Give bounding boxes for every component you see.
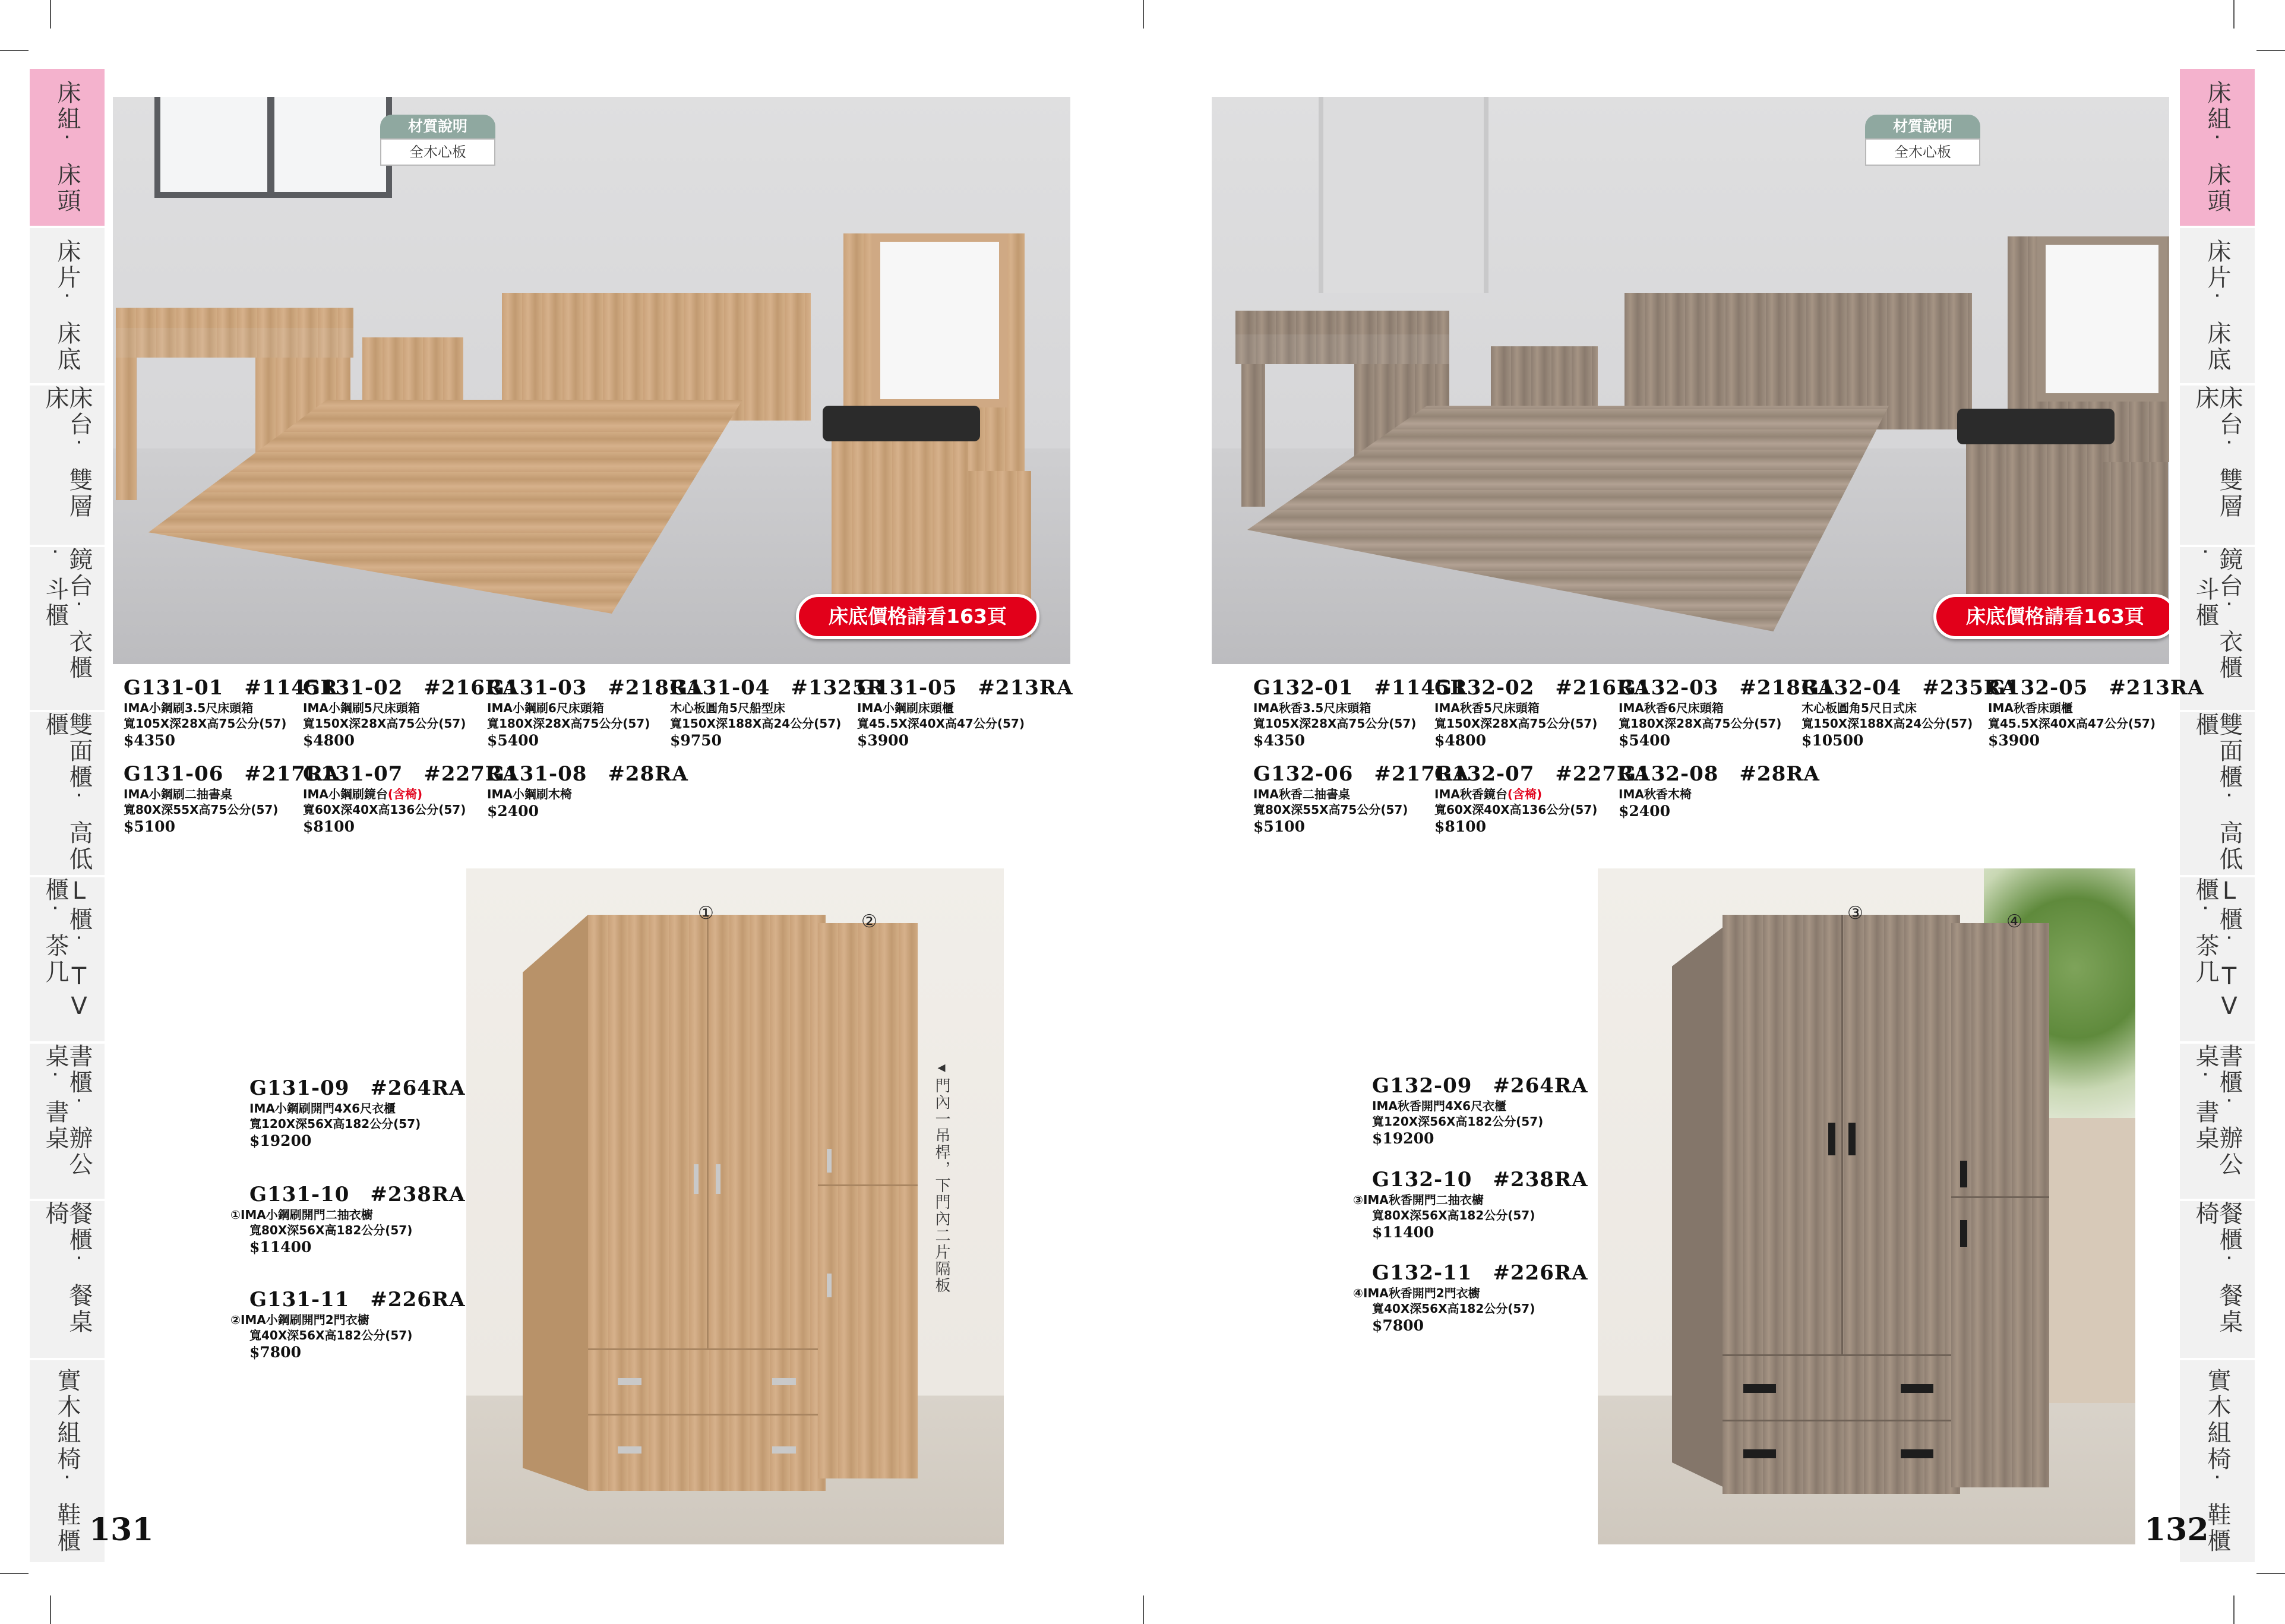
- product-desc: ④IMA秋香開門2門衣櫥: [1353, 1286, 1480, 1300]
- product-price: $7800: [249, 1344, 301, 1361]
- crop-mark: [50, 0, 51, 29]
- product-entry: [1353, 1256, 1588, 1335]
- tab-dining[interactable]: 餐櫃˙餐桌椅: [30, 1201, 105, 1360]
- page-number: 132: [2144, 1512, 2209, 1548]
- marker-ref: ③: [1353, 1193, 1363, 1207]
- product-desc: IMA秋香3.5尺床頭箱: [1253, 701, 1371, 715]
- product-entry: [1988, 671, 2204, 750]
- product-code: G131-11 #226RA: [249, 1288, 466, 1312]
- product-desc: IMA小鋼刷開門4X6尺衣櫃: [249, 1101, 396, 1116]
- bed-platform-image: [1247, 406, 1889, 631]
- tab-chair-shoe[interactable]: 實木組椅˙鞋櫃: [30, 1360, 105, 1565]
- product-price: $11400: [249, 1238, 312, 1256]
- product-desc: IMA秋香木椅: [1619, 787, 1692, 801]
- product-dims: 寬80X深55X高75公分(57): [1253, 802, 1408, 817]
- drawer-handle-icon: [1743, 1384, 1776, 1393]
- door-handle-icon: [1960, 1161, 1967, 1187]
- product-desc: 木心板圓角5尺船型床: [670, 701, 785, 715]
- product-desc: IMA小鋼刷二抽書桌: [124, 787, 232, 801]
- product-dims: 寬80X深56X高182公分(57): [249, 1223, 413, 1237]
- tab-tv-cabinet[interactable]: L櫃˙TV櫃˙茶几: [30, 877, 105, 1044]
- crop-mark: [2233, 0, 2235, 29]
- marker-ref: ①: [230, 1208, 241, 1222]
- product-dims: 寬150X深188X高24公分(57): [1802, 716, 1973, 731]
- material-badge: [1865, 115, 1980, 166]
- product-code: G132-09 #264RA: [1372, 1074, 1588, 1098]
- tab-bed-panel[interactable]: 床片˙床底: [2180, 228, 2255, 386]
- drawer-handle-icon: [1743, 1449, 1776, 1458]
- product-entry: [1619, 757, 1820, 821]
- drawer-handle-icon: [1901, 1449, 1933, 1458]
- product-code: G131-07 #227RA: [303, 762, 519, 786]
- product-code: G132-08 #28RA: [1619, 762, 1820, 786]
- crop-mark: [1143, 1595, 1144, 1624]
- tab-dining[interactable]: 餐櫃˙餐桌椅: [2180, 1201, 2255, 1360]
- marker-3: ③: [1847, 903, 1863, 924]
- product-entry: [857, 671, 1073, 750]
- product-dims: 寬80X深56X高182公分(57): [1372, 1208, 1535, 1222]
- door-handle-icon: [1960, 1220, 1967, 1247]
- material-badge-value: 全木心板: [1865, 138, 1980, 166]
- wardrobe-photo-grey: [1598, 868, 2135, 1544]
- tab-bed-frame[interactable]: 床台˙雙層床: [30, 386, 105, 547]
- product-desc: IMA小鋼刷鏡台(含椅): [303, 787, 423, 801]
- product-code: G132-05 #213RA: [1988, 676, 2204, 700]
- product-price: $4800: [303, 732, 355, 749]
- product-price: $2400: [487, 802, 539, 820]
- material-badge-label: 材質說明: [380, 115, 495, 138]
- product-code: G132-07 #227RA: [1434, 762, 1651, 786]
- product-code: G132-10 #238RA: [1372, 1168, 1588, 1192]
- product-code: G131-04 #1325R: [670, 676, 884, 700]
- product-dims: 寬150X深28X高75公分(57): [1434, 716, 1598, 731]
- product-entry: [1434, 671, 1651, 750]
- product-price: $8100: [1434, 818, 1486, 835]
- product-code: G132-11 #226RA: [1372, 1261, 1588, 1285]
- tab-cabinet[interactable]: 雙面櫃˙高低櫃: [2180, 712, 2255, 877]
- product-desc: IMA秋香5尺床頭箱: [1434, 701, 1540, 715]
- product-price: $3900: [1988, 732, 2040, 749]
- tab-bookcase[interactable]: 書櫃˙辦公桌˙書桌: [2180, 1044, 2255, 1201]
- product-code: G131-01 #1145R: [124, 676, 338, 700]
- tab-dresser[interactable]: 鏡台˙衣櫃˙斗櫃: [2180, 547, 2255, 712]
- drawer-handle-icon: [772, 1446, 796, 1454]
- drawer-handle-icon: [618, 1446, 641, 1454]
- product-price: $5100: [1253, 818, 1305, 835]
- tab-cabinet[interactable]: 雙面櫃˙高低櫃: [30, 712, 105, 877]
- product-dims: 寬180X深28X高75公分(57): [487, 716, 650, 731]
- marker-1: ①: [698, 903, 714, 924]
- product-code: G131-10 #238RA: [249, 1183, 466, 1206]
- product-code: G131-02 #216RA: [303, 676, 519, 700]
- drawer-handle-icon: [1901, 1384, 1933, 1393]
- product-desc: IMA秋香床頭櫃: [1988, 701, 2073, 715]
- crop-mark: [0, 1573, 29, 1574]
- product-price: $4800: [1434, 732, 1486, 749]
- marker-ref: ②: [230, 1313, 241, 1327]
- product-desc: IMA小鋼刷3.5尺床頭箱: [124, 701, 254, 715]
- product-code: G131-09 #264RA: [249, 1076, 466, 1100]
- product-desc: IMA小鋼刷5尺床頭箱: [303, 701, 420, 715]
- product-desc: 木心板圓角5尺日式床: [1802, 701, 1917, 715]
- product-dims: 寬105X深28X高75公分(57): [124, 716, 287, 731]
- product-entry: [230, 1283, 466, 1362]
- tab-tv-cabinet[interactable]: L櫃˙TV櫃˙茶几: [2180, 877, 2255, 1044]
- product-code: G131-06 #217RA: [124, 762, 340, 786]
- desk-image: [116, 308, 353, 328]
- bed-base-note[interactable]: 床底價格請看163頁: [1933, 594, 2169, 639]
- wardrobe-2door-image: [818, 923, 918, 1478]
- product-code: G132-03 #218RA: [1619, 676, 1835, 700]
- product-dims: 寬60X深40X高136公分(57): [1434, 802, 1598, 817]
- bed-base-note[interactable]: 床底價格請看163頁: [796, 594, 1039, 639]
- product-price: $5400: [487, 732, 539, 749]
- marker-2: ②: [861, 911, 877, 932]
- drawer-handle-icon: [772, 1378, 796, 1385]
- product-code: G132-04 #235RA: [1802, 676, 2018, 700]
- product-price: $2400: [1619, 802, 1670, 820]
- door-handle-icon: [1848, 1123, 1856, 1155]
- product-dims: 寬105X深28X高75公分(57): [1253, 716, 1417, 731]
- stool-image: [1957, 409, 2115, 444]
- product-price: $5400: [1619, 732, 1670, 749]
- crop-mark: [2256, 1573, 2285, 1574]
- tab-bookcase[interactable]: 書櫃˙辦公桌˙書桌: [30, 1044, 105, 1201]
- stool-image: [823, 406, 980, 441]
- product-entry: [670, 671, 884, 750]
- curtain-image: [1319, 97, 1488, 293]
- product-dims: 寬45.5X深40X高47公分(57): [1988, 716, 2156, 731]
- product-dims: 寬120X深56X高182公分(57): [249, 1117, 421, 1131]
- product-entry: [1372, 1069, 1588, 1148]
- bedroom-set-photo-grey: [1212, 97, 2169, 664]
- material-badge-label: 材質說明: [1865, 115, 1980, 138]
- tab-bed-set[interactable]: 床組˙床頭: [2180, 69, 2255, 228]
- product-price: $4350: [124, 732, 175, 749]
- door-handle-icon: [827, 1149, 832, 1173]
- product-dims: 寬120X深56X高182公分(57): [1372, 1114, 1544, 1129]
- product-entry: [230, 1178, 466, 1257]
- tab-chair-shoe[interactable]: 實木組椅˙鞋櫃: [2180, 1360, 2255, 1565]
- product-entry: [303, 757, 519, 836]
- marker-ref: ④: [1353, 1286, 1363, 1300]
- product-desc: ①IMA小鋼刷開門二抽衣櫥: [230, 1208, 373, 1222]
- product-price: $9750: [670, 732, 722, 749]
- crop-mark: [50, 1595, 51, 1624]
- door-handle-icon: [1828, 1123, 1835, 1155]
- product-entry: [1434, 757, 1651, 836]
- crop-mark: [1143, 0, 1144, 29]
- product-code: G131-03 #218RA: [487, 676, 703, 700]
- tab-bed-frame[interactable]: 床台˙雙層床: [2180, 386, 2255, 547]
- chair-included-note: (含椅): [1507, 787, 1543, 801]
- crop-mark: [0, 50, 29, 51]
- product-dims: 寬45.5X深40X高47公分(57): [857, 716, 1025, 731]
- product-desc: IMA秋香開門4X6尺衣櫃: [1372, 1099, 1507, 1113]
- product-price: $10500: [1802, 732, 1864, 749]
- product-code: G132-01 #1145R: [1253, 676, 1468, 700]
- door-handle-icon: [827, 1274, 832, 1297]
- product-dims: 寬180X深28X高75公分(57): [1619, 716, 1782, 731]
- product-dims: 寬80X深55X高75公分(57): [124, 802, 279, 817]
- tab-dresser[interactable]: 鏡台˙衣櫃˙斗櫃: [30, 547, 105, 712]
- door-handle-icon: [716, 1164, 720, 1194]
- product-desc: ②IMA小鋼刷開門2門衣櫥: [230, 1313, 369, 1327]
- product-price: $3900: [857, 732, 909, 749]
- window-image: [154, 97, 392, 198]
- desk-image: [1235, 311, 1449, 334]
- product-dims: 寬150X深28X高75公分(57): [303, 716, 466, 731]
- door-handle-icon: [694, 1164, 699, 1194]
- wardrobe-4x6-image: [588, 915, 826, 1491]
- product-desc: IMA小鋼刷6尺床頭箱: [487, 701, 604, 715]
- product-desc: IMA秋香6尺床頭箱: [1619, 701, 1724, 715]
- product-price: $4350: [1253, 732, 1305, 749]
- product-desc: IMA秋香二抽書桌: [1253, 787, 1350, 801]
- product-entry: [1353, 1163, 1588, 1242]
- crop-mark: [2256, 50, 2285, 51]
- product-code: G131-08 #28RA: [487, 762, 688, 786]
- wardrobe-2door-image: [1951, 923, 2049, 1487]
- bedroom-set-photo-oak: [113, 97, 1070, 664]
- product-desc: IMA秋香鏡台(含椅): [1434, 787, 1543, 801]
- product-entry: [303, 671, 519, 750]
- product-price: $19200: [249, 1132, 312, 1149]
- product-entry: [487, 757, 688, 821]
- crop-mark: [2233, 1595, 2235, 1624]
- tab-bed-panel[interactable]: 床片˙床底: [30, 228, 105, 386]
- product-code: G131-05 #213RA: [857, 676, 1073, 700]
- product-dims: 寬40X深56X高182公分(57): [249, 1328, 413, 1342]
- marker-4: ④: [2006, 911, 2022, 932]
- material-badge: [380, 115, 495, 166]
- product-code: G132-06 #217RA: [1253, 762, 1469, 786]
- material-badge-value: 全木心板: [380, 138, 495, 166]
- wardrobe-photo-oak: [466, 868, 1004, 1544]
- product-code: G132-02 #216RA: [1434, 676, 1651, 700]
- product-desc: ③IMA秋香開門二抽衣櫥: [1353, 1193, 1484, 1207]
- product-price: $5100: [124, 818, 175, 835]
- product-price: $19200: [1372, 1130, 1434, 1147]
- product-desc: IMA小鋼刷床頭櫃: [857, 701, 954, 715]
- page-number: 131: [89, 1512, 154, 1548]
- product-desc: IMA小鋼刷木椅: [487, 787, 572, 801]
- product-entry: [249, 1072, 466, 1151]
- product-price: $7800: [1372, 1317, 1424, 1334]
- interior-note: ◂門內一吊桿，下門內二片隔板: [933, 1059, 950, 1294]
- product-price: $8100: [303, 818, 355, 835]
- product-dims: 寬60X深40X高136公分(57): [303, 802, 466, 817]
- wardrobe-4x6-image: [1723, 915, 1960, 1494]
- product-dims: 寬40X深56X高182公分(57): [1372, 1301, 1535, 1316]
- chair-included-note: (含椅): [387, 787, 423, 801]
- bed-platform-image: [148, 400, 742, 614]
- drawer-handle-icon: [618, 1378, 641, 1385]
- product-entry: [1802, 671, 2018, 750]
- product-dims: 寬150X深188X高24公分(57): [670, 716, 842, 731]
- tab-bed-set[interactable]: 床組˙床頭: [30, 69, 105, 228]
- product-price: $11400: [1372, 1224, 1434, 1241]
